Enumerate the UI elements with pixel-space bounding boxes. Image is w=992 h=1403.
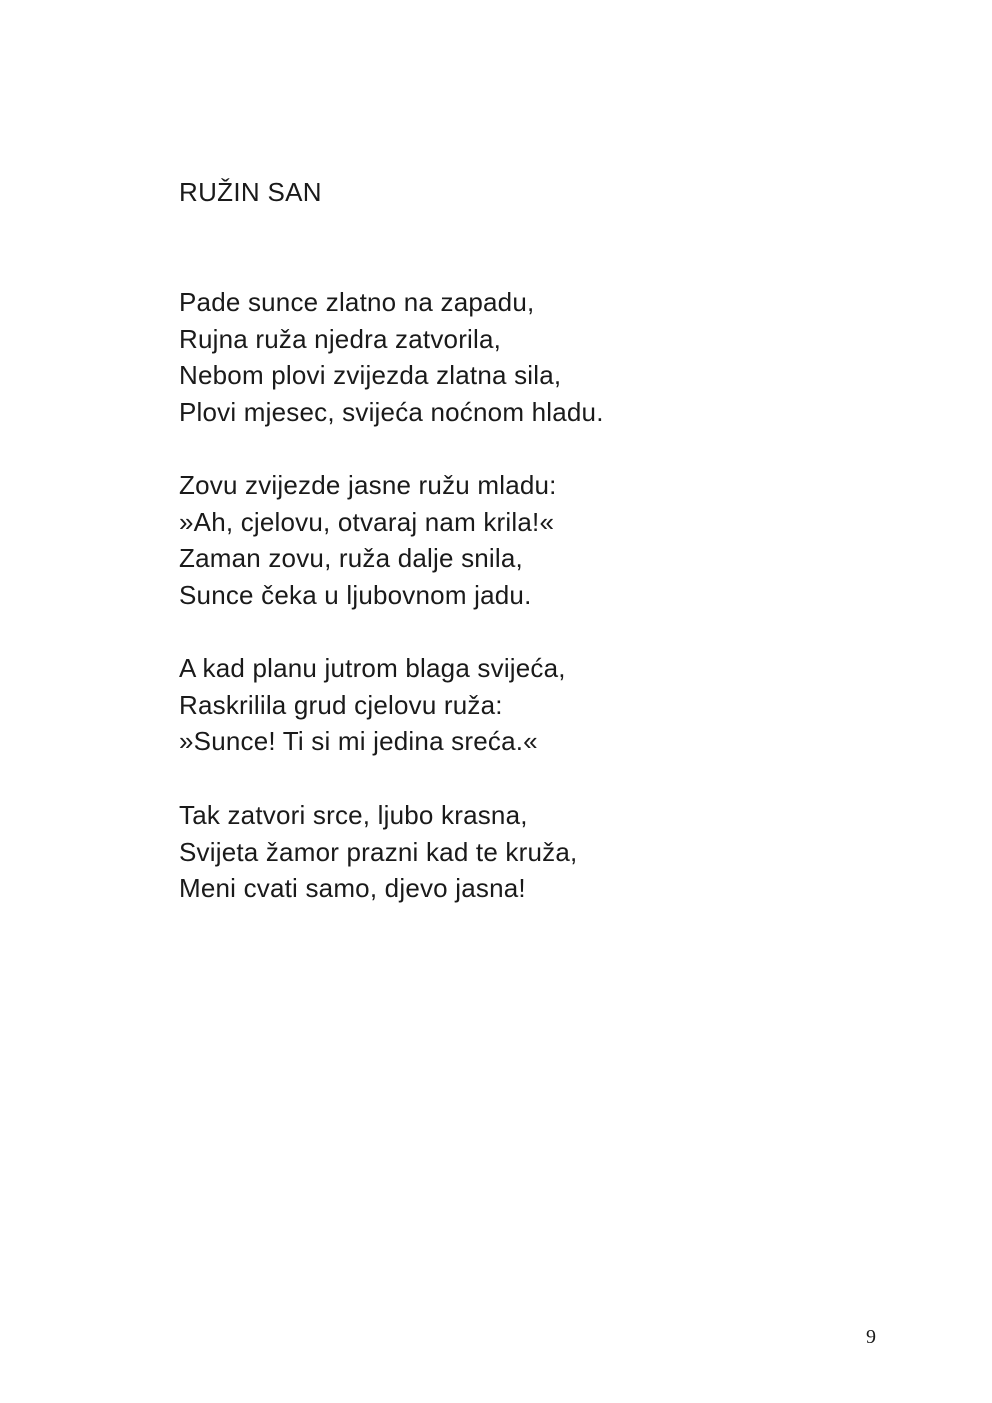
poem-line: Zovu zvijezde jasne ružu mladu: [179,470,557,500]
stanza-1 [179,284,604,430]
poem-title: RUŽIN SAN [179,177,322,207]
stanza-4 [179,797,577,907]
page-number: 9 [866,1326,876,1348]
poem-line: »Ah, cjelovu, otvaraj nam krila!« [179,506,555,537]
poem-line: Pade sunce zlatno na zapadu, [179,287,535,317]
stanza-3 [179,650,566,760]
poem-line: A kad planu jutrom blaga svijeća, [179,653,566,683]
poem-line: Raskrilila grud cjelovu ruža: [179,689,503,720]
stanza-2 [179,467,557,613]
poem-line: Nebom plovi zvijezda zlatna sila, [179,360,562,390]
poem-line: Tak zatvori srce, ljubo krasna, [179,800,528,830]
poem-line: Zaman zovu, ruža dalje snila, [179,543,523,573]
poem-line: Rujna ruža njedra zatvorila, [179,323,502,354]
poem-line: Svijeta žamor prazni kad te kruža, [179,836,578,867]
poem-line: Sunce čeka u ljubovnom jadu. [179,579,532,610]
poem-line: Meni cvati samo, djevo jasna! [179,873,526,903]
poem-line: Plovi mjesec, svijeća noćnom hladu. [179,396,604,427]
poem-line: »Sunce! Ti si mi jedina sreća.« [179,726,538,756]
